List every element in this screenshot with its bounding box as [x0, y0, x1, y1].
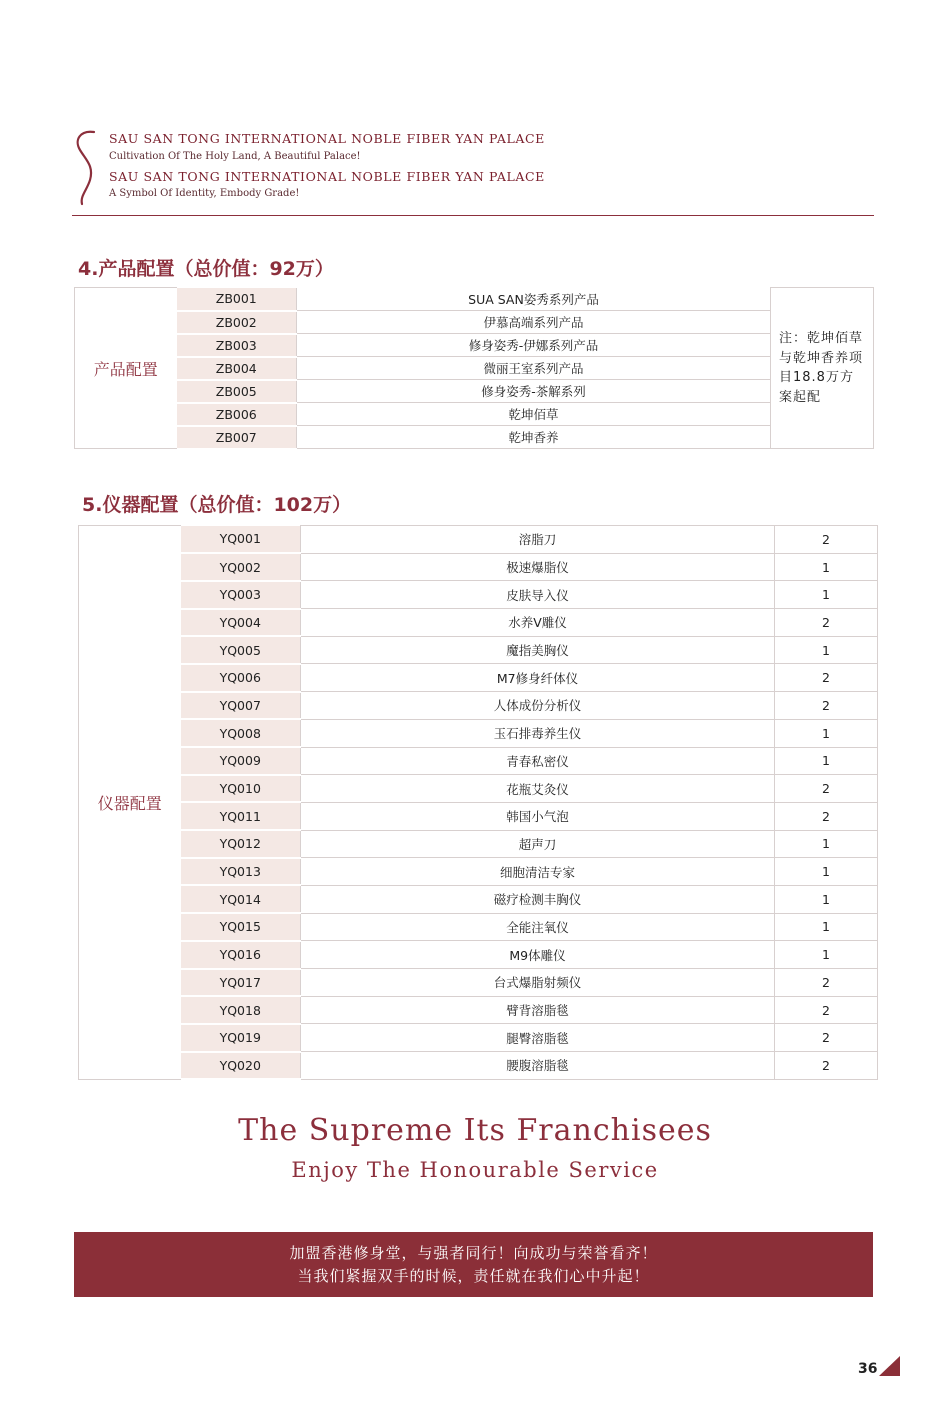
table-row — [79, 1052, 878, 1080]
table-row — [79, 802, 878, 830]
instrument-name: 腰腹溶脂毯 — [301, 1052, 775, 1080]
instrument-qty: 1 — [775, 858, 878, 886]
instrument-name: 超声刀 — [301, 830, 775, 858]
page-header — [72, 126, 874, 216]
instrument-code: YQ015 — [181, 913, 301, 941]
instrument-code: YQ007 — [181, 692, 301, 720]
slogan-line-1: The Supreme Its Franchisees — [238, 1113, 712, 1148]
instrument-code: YQ002 — [181, 553, 301, 581]
instrument-qty: 2 — [775, 1024, 878, 1052]
instrument-name: 韩国小气泡 — [301, 802, 775, 830]
instrument-name: 溶脂刀 — [301, 526, 775, 554]
instrument-qty: 1 — [775, 581, 878, 609]
product-name: SUA SAN姿秀系列产品 — [297, 288, 771, 311]
instrument-name: 水养V雕仪 — [301, 609, 775, 637]
instrument-name: 人体成份分析仪 — [301, 692, 775, 720]
s-logo-icon — [72, 126, 104, 206]
table-row — [79, 747, 878, 775]
instrument-qty: 1 — [775, 747, 878, 775]
instrument-name: 皮肤导入仪 — [301, 581, 775, 609]
instrument-qty: 2 — [775, 802, 878, 830]
instrument-name: 细胞清洁专家 — [301, 858, 775, 886]
product-row-label: 产品配置 — [75, 288, 177, 449]
header-line-1: SAU SAN TONG INTERNATIONAL NOBLE FIBER YAN PALACE — [109, 131, 545, 146]
product-code: ZB004 — [177, 357, 297, 380]
instrument-code: YQ013 — [181, 858, 301, 886]
product-name: 修身姿秀-茶解系列 — [297, 380, 771, 403]
product-name: 乾坤香养 — [297, 426, 771, 449]
instrument-qty: 2 — [775, 692, 878, 720]
table-row — [75, 357, 874, 380]
product-name: 伊慕高端系列产品 — [297, 311, 771, 334]
slogan-line-2: Enjoy The Honourable Service — [291, 1158, 659, 1182]
instrument-name: 台式爆脂射频仪 — [301, 969, 775, 997]
table-row — [79, 692, 878, 720]
instrument-code: YQ014 — [181, 885, 301, 913]
instrument-qty: 2 — [775, 526, 878, 554]
table-row — [79, 885, 878, 913]
header-line-3: SAU SAN TONG INTERNATIONAL NOBLE FIBER YAN PALACE — [109, 169, 545, 184]
product-note: 注：乾坤佰草与乾坤香养项目18.8万方案起配 — [771, 288, 874, 449]
instrument-qty: 2 — [775, 996, 878, 1024]
instrument-code: YQ020 — [181, 1052, 301, 1080]
instrument-qty: 2 — [775, 664, 878, 692]
instrument-name: 玉石排毒养生仪 — [301, 719, 775, 747]
instrument-table-body — [79, 526, 878, 1080]
instrument-code: YQ006 — [181, 664, 301, 692]
instrument-row-label: 仪器配置 — [79, 526, 181, 1080]
table-row — [79, 581, 878, 609]
table-row — [79, 775, 878, 803]
instrument-name: 腿臀溶脂毯 — [301, 1024, 775, 1052]
product-table — [74, 287, 874, 450]
instrument-qty: 1 — [775, 553, 878, 581]
instrument-code: YQ009 — [181, 747, 301, 775]
instrument-name: 全能注氧仪 — [301, 913, 775, 941]
instrument-table — [78, 525, 878, 1080]
product-name: 微丽王室系列产品 — [297, 357, 771, 380]
table-row — [79, 941, 878, 969]
instrument-qty: 1 — [775, 885, 878, 913]
table-row — [79, 830, 878, 858]
table-row — [75, 403, 874, 426]
instrument-qty: 1 — [775, 830, 878, 858]
product-code: ZB006 — [177, 403, 297, 426]
product-table-body — [75, 288, 874, 449]
banner-line-2: 当我们紧握双手的时候，责任就在我们心中升起！ — [297, 1267, 650, 1285]
instrument-name: 花瓶艾灸仪 — [301, 775, 775, 803]
product-code: ZB003 — [177, 334, 297, 357]
table-row — [79, 858, 878, 886]
section4-title: 4.产品配置（总价值：92万） — [78, 258, 334, 280]
table-row — [79, 1024, 878, 1052]
page-number: 36 — [858, 1361, 878, 1377]
table-row — [75, 426, 874, 449]
instrument-qty: 2 — [775, 1052, 878, 1080]
instrument-code: YQ016 — [181, 941, 301, 969]
instrument-qty: 2 — [775, 969, 878, 997]
header-line-2: Cultivation Of The Holy Land, A Beautiful Palace! — [109, 151, 361, 162]
table-row — [79, 609, 878, 637]
product-code: ZB005 — [177, 380, 297, 403]
instrument-code: YQ011 — [181, 802, 301, 830]
instrument-code: YQ017 — [181, 969, 301, 997]
banner-line-1: 加盟香港修身堂，与强者同行！向成功与荣誉看齐！ — [289, 1244, 658, 1262]
table-row — [79, 636, 878, 664]
instrument-code: YQ012 — [181, 830, 301, 858]
instrument-name: 魔指美胸仪 — [301, 636, 775, 664]
franchise-banner — [74, 1232, 873, 1297]
instrument-name: M9体雕仪 — [301, 941, 775, 969]
product-name: 乾坤佰草 — [297, 403, 771, 426]
instrument-code: YQ005 — [181, 636, 301, 664]
table-row — [79, 664, 878, 692]
table-row — [79, 553, 878, 581]
instrument-code: YQ003 — [181, 581, 301, 609]
instrument-qty: 2 — [775, 609, 878, 637]
instrument-name: 青春私密仪 — [301, 747, 775, 775]
instrument-code: YQ001 — [181, 526, 301, 554]
table-row — [79, 719, 878, 747]
instrument-qty: 1 — [775, 719, 878, 747]
table-row — [75, 288, 874, 311]
table-row — [79, 996, 878, 1024]
table-row — [79, 969, 878, 997]
header-line-4: A Symbol Of Identity, Embody Grade! — [109, 188, 300, 199]
instrument-code: YQ019 — [181, 1024, 301, 1052]
instrument-qty: 1 — [775, 636, 878, 664]
instrument-code: YQ018 — [181, 996, 301, 1024]
instrument-qty: 1 — [775, 913, 878, 941]
product-name: 修身姿秀-伊娜系列产品 — [297, 334, 771, 357]
table-row — [75, 380, 874, 403]
corner-triangle-icon — [879, 1356, 900, 1376]
product-code: ZB001 — [177, 288, 297, 311]
product-code: ZB002 — [177, 311, 297, 334]
instrument-code: YQ010 — [181, 775, 301, 803]
table-row — [75, 311, 874, 334]
section5-title: 5.仪器配置（总价值：102万） — [82, 494, 352, 516]
instrument-name: M7修身纤体仪 — [301, 664, 775, 692]
table-row — [79, 913, 878, 941]
instrument-name: 磁疗检测丰胸仪 — [301, 885, 775, 913]
instrument-code: YQ008 — [181, 719, 301, 747]
instrument-name: 极速爆脂仪 — [301, 553, 775, 581]
instrument-code: YQ004 — [181, 609, 301, 637]
product-code: ZB007 — [177, 426, 297, 449]
table-row — [75, 334, 874, 357]
instrument-name: 臂背溶脂毯 — [301, 996, 775, 1024]
instrument-qty: 1 — [775, 941, 878, 969]
instrument-qty: 2 — [775, 775, 878, 803]
table-row — [79, 526, 878, 554]
